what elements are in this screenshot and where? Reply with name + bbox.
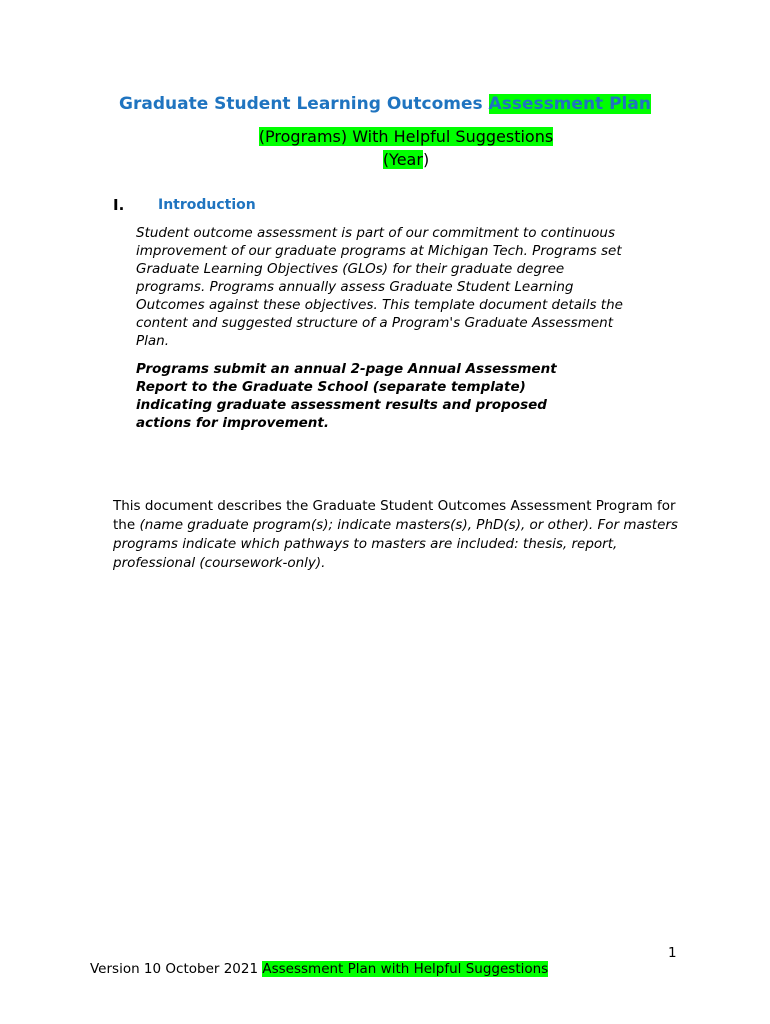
section-number: I. <box>113 196 125 214</box>
title-part-1: Graduate Student Learning Outcomes <box>119 94 489 114</box>
description-italic: (name graduate program(s); indicate masters(s), PhD(s), or other). For masters programs indicate which pathways to masters are included: thesis, report, professional (coursework-only). <box>113 517 678 571</box>
page-number: 1 <box>668 945 677 961</box>
intro-paragraph: Student outcome assessment is part of our commitment to continuous improvement of our graduate programs at Michigan Tech. Programs set Graduate Learning Objectives (GLOs) for their graduate degree programs. Programs annually assess Graduate Student Learning Outcomes against these objectives. This template document details the content and suggested structure of a Program's Graduate Assessment Plan. <box>136 225 623 349</box>
subtitle-year <box>0 149 770 171</box>
footer-prefix: Version 10 October 2021 <box>90 961 263 977</box>
subtitle-year-highlight: (Year <box>382 150 423 169</box>
section-heading: Introduction <box>158 197 256 213</box>
subtitle-line-1 <box>0 126 770 148</box>
title-part-2-highlighted: Assessment Plan <box>488 94 651 114</box>
subtitle-year-close: ) <box>422 150 430 169</box>
document-title <box>0 91 770 117</box>
annual-report-paragraph: Programs submit an annual 2-page Annual Assessment Report to the Graduate School (separate template) indicating graduate assessment results and proposed actions for improvement. <box>136 361 557 431</box>
subtitle-line-1-text: (Programs) With Helpful Suggestions <box>258 127 554 146</box>
description-start: This document describes the Graduate Student Outcomes Assessment Program for the <box>113 498 676 533</box>
footer <box>90 960 548 979</box>
footer-highlight: Assessment Plan with Helpful Suggestions <box>262 961 549 977</box>
description-paragraph <box>113 497 683 573</box>
